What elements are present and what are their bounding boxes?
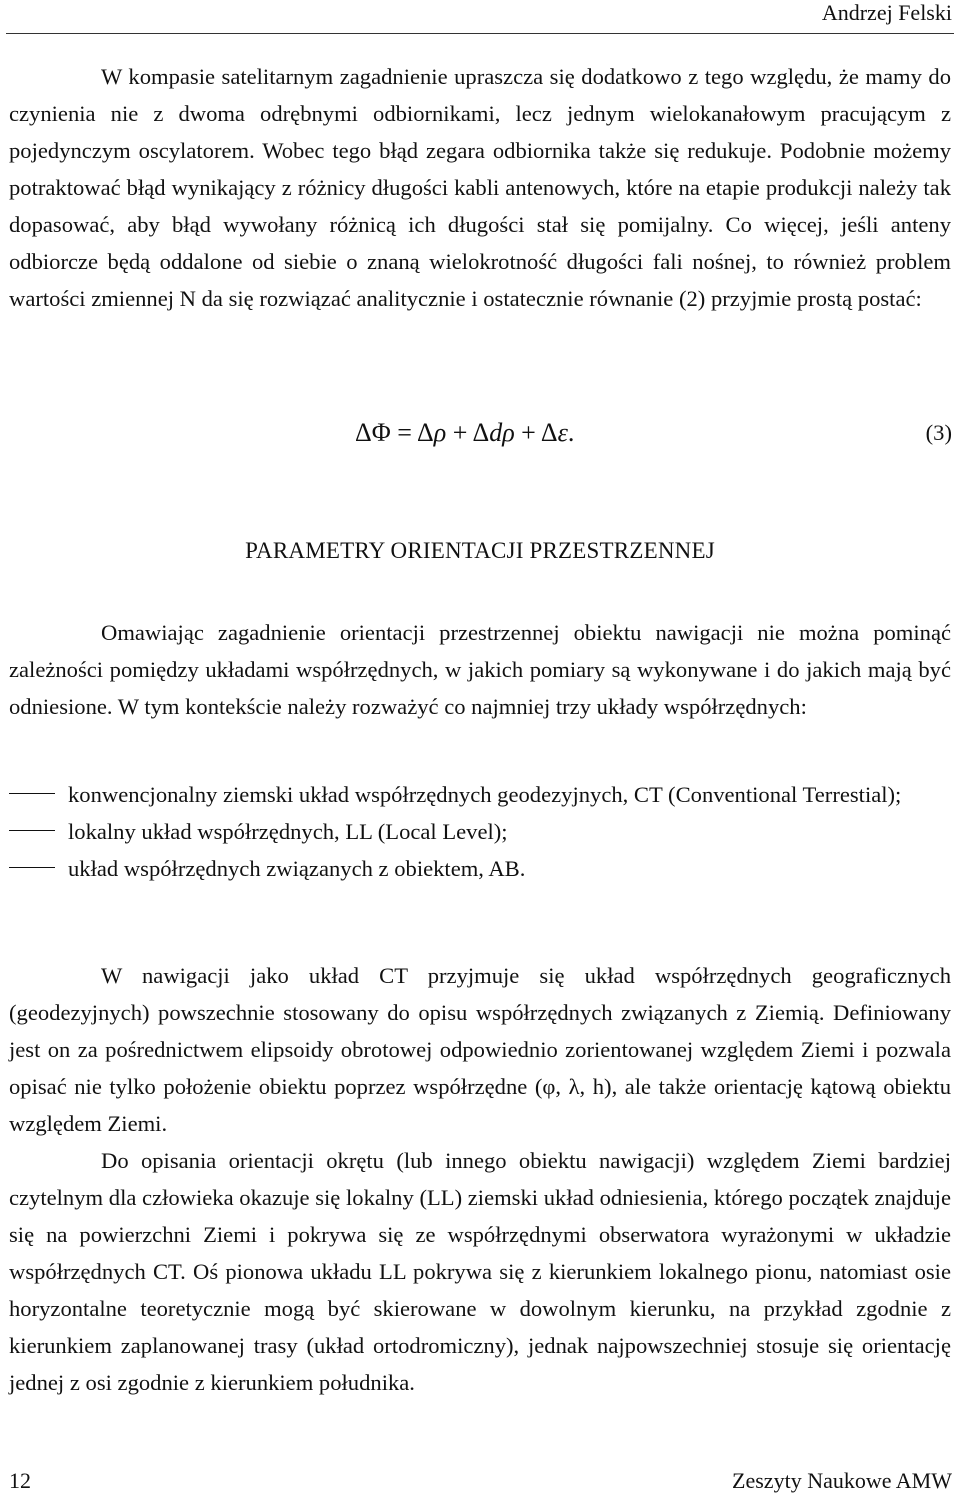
paragraph-1: W kompasie satelitarnym zagadnienie upraszcza się dodatkowo z tego względu, że mamy do czynienia nie z dwoma odrębnymi odbiornikami, lecz jednym wielokanałowym pracującym z pojedynczym oscylatorem. Wobec tego błąd zegara odbiornika także się redukuje. Podobnie możemy potraktować błąd wynikający z różnicy długości kabli antenowych, które na etapie produkcji należy tak dopasować, aby błąd wywołany różnicą ich długości stał się pomijalny. Co więcej, jeśli anteny odbiorcze będą oddalone od siebie o znaną wielokrotność długości fali nośnej, to również problem wartości zmiennej N da się rozwiązać analitycznie i ostatecznie równanie (2) przyjmie prostą postać: [9, 64, 951, 311]
eq-d-rho: dρ [489, 418, 515, 447]
eq-lhs: ΔΦ [355, 418, 391, 447]
eq-period: . [567, 418, 575, 447]
page-number: 12 [9, 1468, 31, 1493]
eq-delta-2: Δ [472, 418, 490, 447]
eq-rho: ρ [433, 418, 447, 447]
list-item [9, 813, 951, 850]
eq-equals: = [397, 418, 412, 447]
section-title: PARAMETRY ORIENTACJI PRZESTRZENNEJ [245, 538, 715, 563]
journal-name: Zeszyty Naukowe AMW [732, 1468, 952, 1493]
eq-delta-3: Δ [540, 418, 558, 447]
eq-delta-1: Δ [416, 418, 434, 447]
dash-bullet-icon [9, 867, 55, 868]
header-rule [6, 33, 954, 34]
list-item-text: układ współrzędnych związanych z obiektem, AB. [68, 856, 526, 881]
dash-bullet-icon [9, 830, 55, 831]
equation-number: (3) [925, 420, 952, 445]
paragraph-2: Omawiając zagadnienie orientacji przestrzennej obiektu nawigacji nie można pominąć zależności pomiędzy układami współrzędnych, w jakich pomiary są wykonywane i do jakich mają być odniesione. W tym kontekście należy rozważyć co najmniej trzy układy współrzędnych: [9, 620, 951, 719]
equation-expression [355, 414, 574, 451]
running-head-author: Andrzej Felski [821, 0, 952, 25]
dash-bullet-icon [9, 793, 55, 794]
list-item [9, 850, 951, 887]
eq-plus-2: + [521, 418, 536, 447]
list-item-text: konwencjonalny ziemski układ współrzędnych geodezyjnych, CT (Conventional Terrestial); [68, 782, 902, 807]
coordinate-systems-list [9, 776, 951, 887]
paragraphs-block [9, 957, 951, 1401]
eq-plus-1: + [452, 418, 468, 447]
list-item [9, 776, 951, 813]
paragraph-4: Do opisania orientacji okrętu (lub innego obiektu nawigacji) względem Ziemi bardziej czytelnym dla człowieka okazuje się lokalny (LL) ziemski układ odniesienia, którego początek znajduje się na powierzchni Ziemi i pokrywa się ze współrzędnymi obserwatora wyrażonymi w układzie współrzędnych CT. Oś pionowa układu LL pokrywa się z kierunkiem lokalnego pionu, natomiast osie horyzontalne teoretycznie mogą być skierowane w dowolnym kierunku, na przykład zgodnie z kierunkiem zaplanowanej trasy (układ ortodromiczny), jednak najpowszechniej stosuje się orientację jednej z osi zgodnie z kierunkiem południka. [9, 1148, 951, 1395]
list-item-text: lokalny układ współrzędnych, LL (Local Level); [68, 819, 508, 844]
paragraph-3: W nawigacji jako układ CT przyjmuje się układ współrzędnych geograficznych (geodezyjnych) powszechnie stosowany do opisu współrzędnych związanych z Ziemią. Definiowany jest on za pośrednictwem elipsoidy obrotowej odpowiednio zorientowanej względem Ziemi i pozwala opisać nie tylko położenie obiektu poprzez współrzędne (φ, λ, h), ale także orientację kątową obiektu względem Ziemi. [9, 963, 951, 1136]
eq-epsilon: ε [557, 418, 568, 447]
equation-3 [0, 414, 960, 451]
